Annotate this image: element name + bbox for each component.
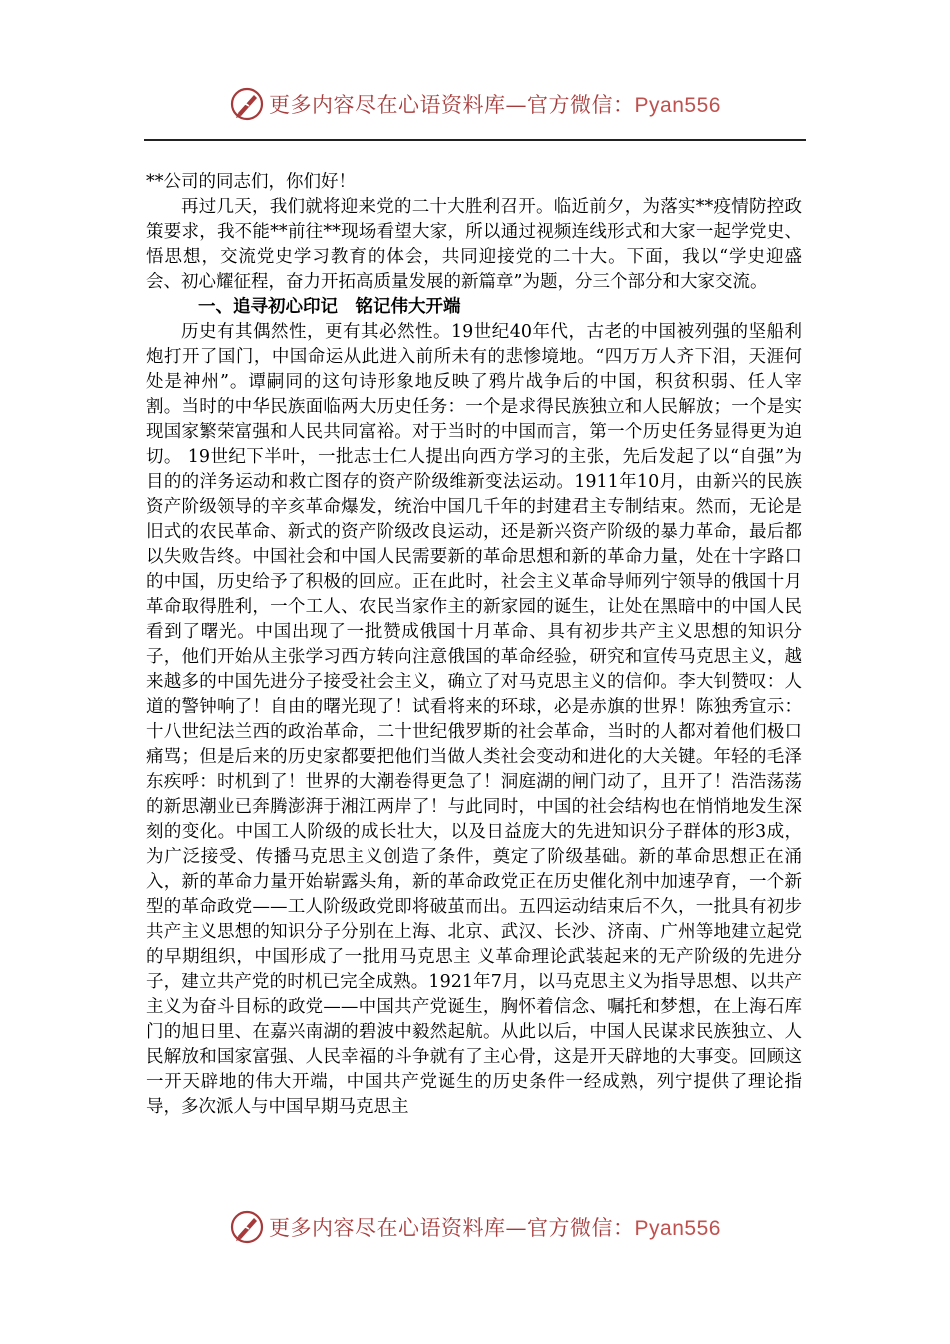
watermark-text-main: 更多内容尽在心语资料库—官方微信：	[269, 1216, 635, 1240]
watermark-text	[269, 1212, 721, 1242]
watermark-banner-top	[0, 84, 950, 124]
document-body	[146, 170, 802, 1120]
watermark-banner-bottom	[0, 1207, 950, 1247]
pen-logo-icon	[229, 86, 265, 122]
pen-logo-icon	[229, 1209, 265, 1245]
watermark-text	[269, 89, 721, 119]
header-divider	[144, 139, 806, 141]
greeting-line: **公司的同志们，你们好！	[146, 172, 356, 192]
intro-paragraph: 再过几天，我们就将迎来党的二十大胜利召开。临近前夕，为落实**疫情防控政策要求，我不能**前往**现场看望大家，所以通过视频连线形式和大家一起学党史、悟思想，交流党史学习教育的体会，共同迎接党的二十大。下面，我以“学史迎盛会、初心耀征程，奋力开拓高质量发展的新篇章”为题，分三个部分和大家交流。	[146, 197, 802, 292]
watermark-handle: Pyan556	[634, 1217, 721, 1240]
section-heading: 一、追寻初心印记 铭记伟大开端	[198, 297, 461, 317]
body-paragraph: 历史有其偶然性，更有其必然性。19世纪40年代，古老的中国被列强的坚船利炮打开了国门，中国命运从此进入前所未有的悲惨境地。“四万万人齐下泪，天涯何处是神州”。谭嗣同的这句诗形象地反映了鸦片战争后的中国，积贫积弱、任人宰割。当时的中华民族面临两大历史任务：一个是求得民族独立和人民解放；一个是实现国家繁荣富强和人民共同富裕。对于当时的中国而言，第一个历史任务显得更为迫切。 19世纪下半叶，一批志士仁人提出向西方学习的主张，先后发起了以“自强”为目的的洋务运动和救亡图存的资产阶级维新变法运动。1911年10月，由新兴的民族资产阶级领导的辛亥革命爆发，统治中国几千年的封建君主专制结束。然而，无论是旧式的农民革命、新式的资产阶级改良运动，还是新兴资产阶级的暴力革命，最后都以失败告终。中国社会和中国人民需要新的革命思想和新的革命力量，处在十字路口的中国，历史给予了积极的回应。正在此时，社会主义革命导师列宁领导的俄国十月革命取得胜利，一个工人、农民当家作主的新家园的诞生，让处在黑暗中的中国人民看到了曙光。中国出现了一批赞成俄国十月革命、具有初步共产主义思想的知识分子，他们开始从主张学习西方转向注意俄国的革命经验，研究和宣传马克思主义，越来越多的中国先进分子接受社会主义，确立了对马克思主义的信仰。李大钊赞叹：人道的警钟响了！自由的曙光现了！试看将来的环球，必是赤旗的世界！陈独秀宣示：十八世纪法兰西的政治革命，二十世纪俄罗斯的社会革命，当时的人都对着他们极口痛骂；但是后来的历史家都要把他们当做人类社会变动和进化的大关键。年轻的毛泽东疾呼：时机到了！世界的大潮卷得更急了！洞庭湖的闸门动了，且开了！浩浩荡荡的新思潮业已奔腾澎湃于湘江两岸了！与此同时，中国的社会结构也在悄悄地发生深刻的变化。中国工人阶级的成长壮大，以及日益庞大的先进知识分子群体的形3成，为广泛接受、传播马克思主义创造了条件，奠定了阶级基础。新的革命思想正在涌入，新的革命力量开始崭露头角，新的革命政党正在历史催化剂中加速孕育，一个新型的革命政党——工人阶级政党即将破茧而出。五四运动结束后不久，一批具有初步共产主义思想的知识分子分别在上海、北京、武汉、长沙、济南、广州等地建立起党的早期组织，中国形成了一批用马克思主 义革命理论武装起来的无产阶级的先进分子，建立共产党的时机已完全成熟。1921年7月，以马克思主义为指导思想、以共产主义为奋斗目标的政党——中国共产党诞生，胸怀着信念、嘱托和梦想，在上海石库门的旭日里、在嘉兴南湖的碧波中毅然起航。从此以后，中国人民谋求民族独立、人民解放和国家富强、人民幸福的斗争就有了主心骨，这是开天辟地的大事变。回顾这一开天辟地的伟大开端，中国共产党诞生的历史条件一经成熟，列宁提供了理论指导，多次派人与中国早期马克思主	[146, 322, 802, 1117]
watermark-handle: Pyan556	[634, 94, 721, 117]
watermark-text-main: 更多内容尽在心语资料库—官方微信：	[269, 93, 635, 117]
